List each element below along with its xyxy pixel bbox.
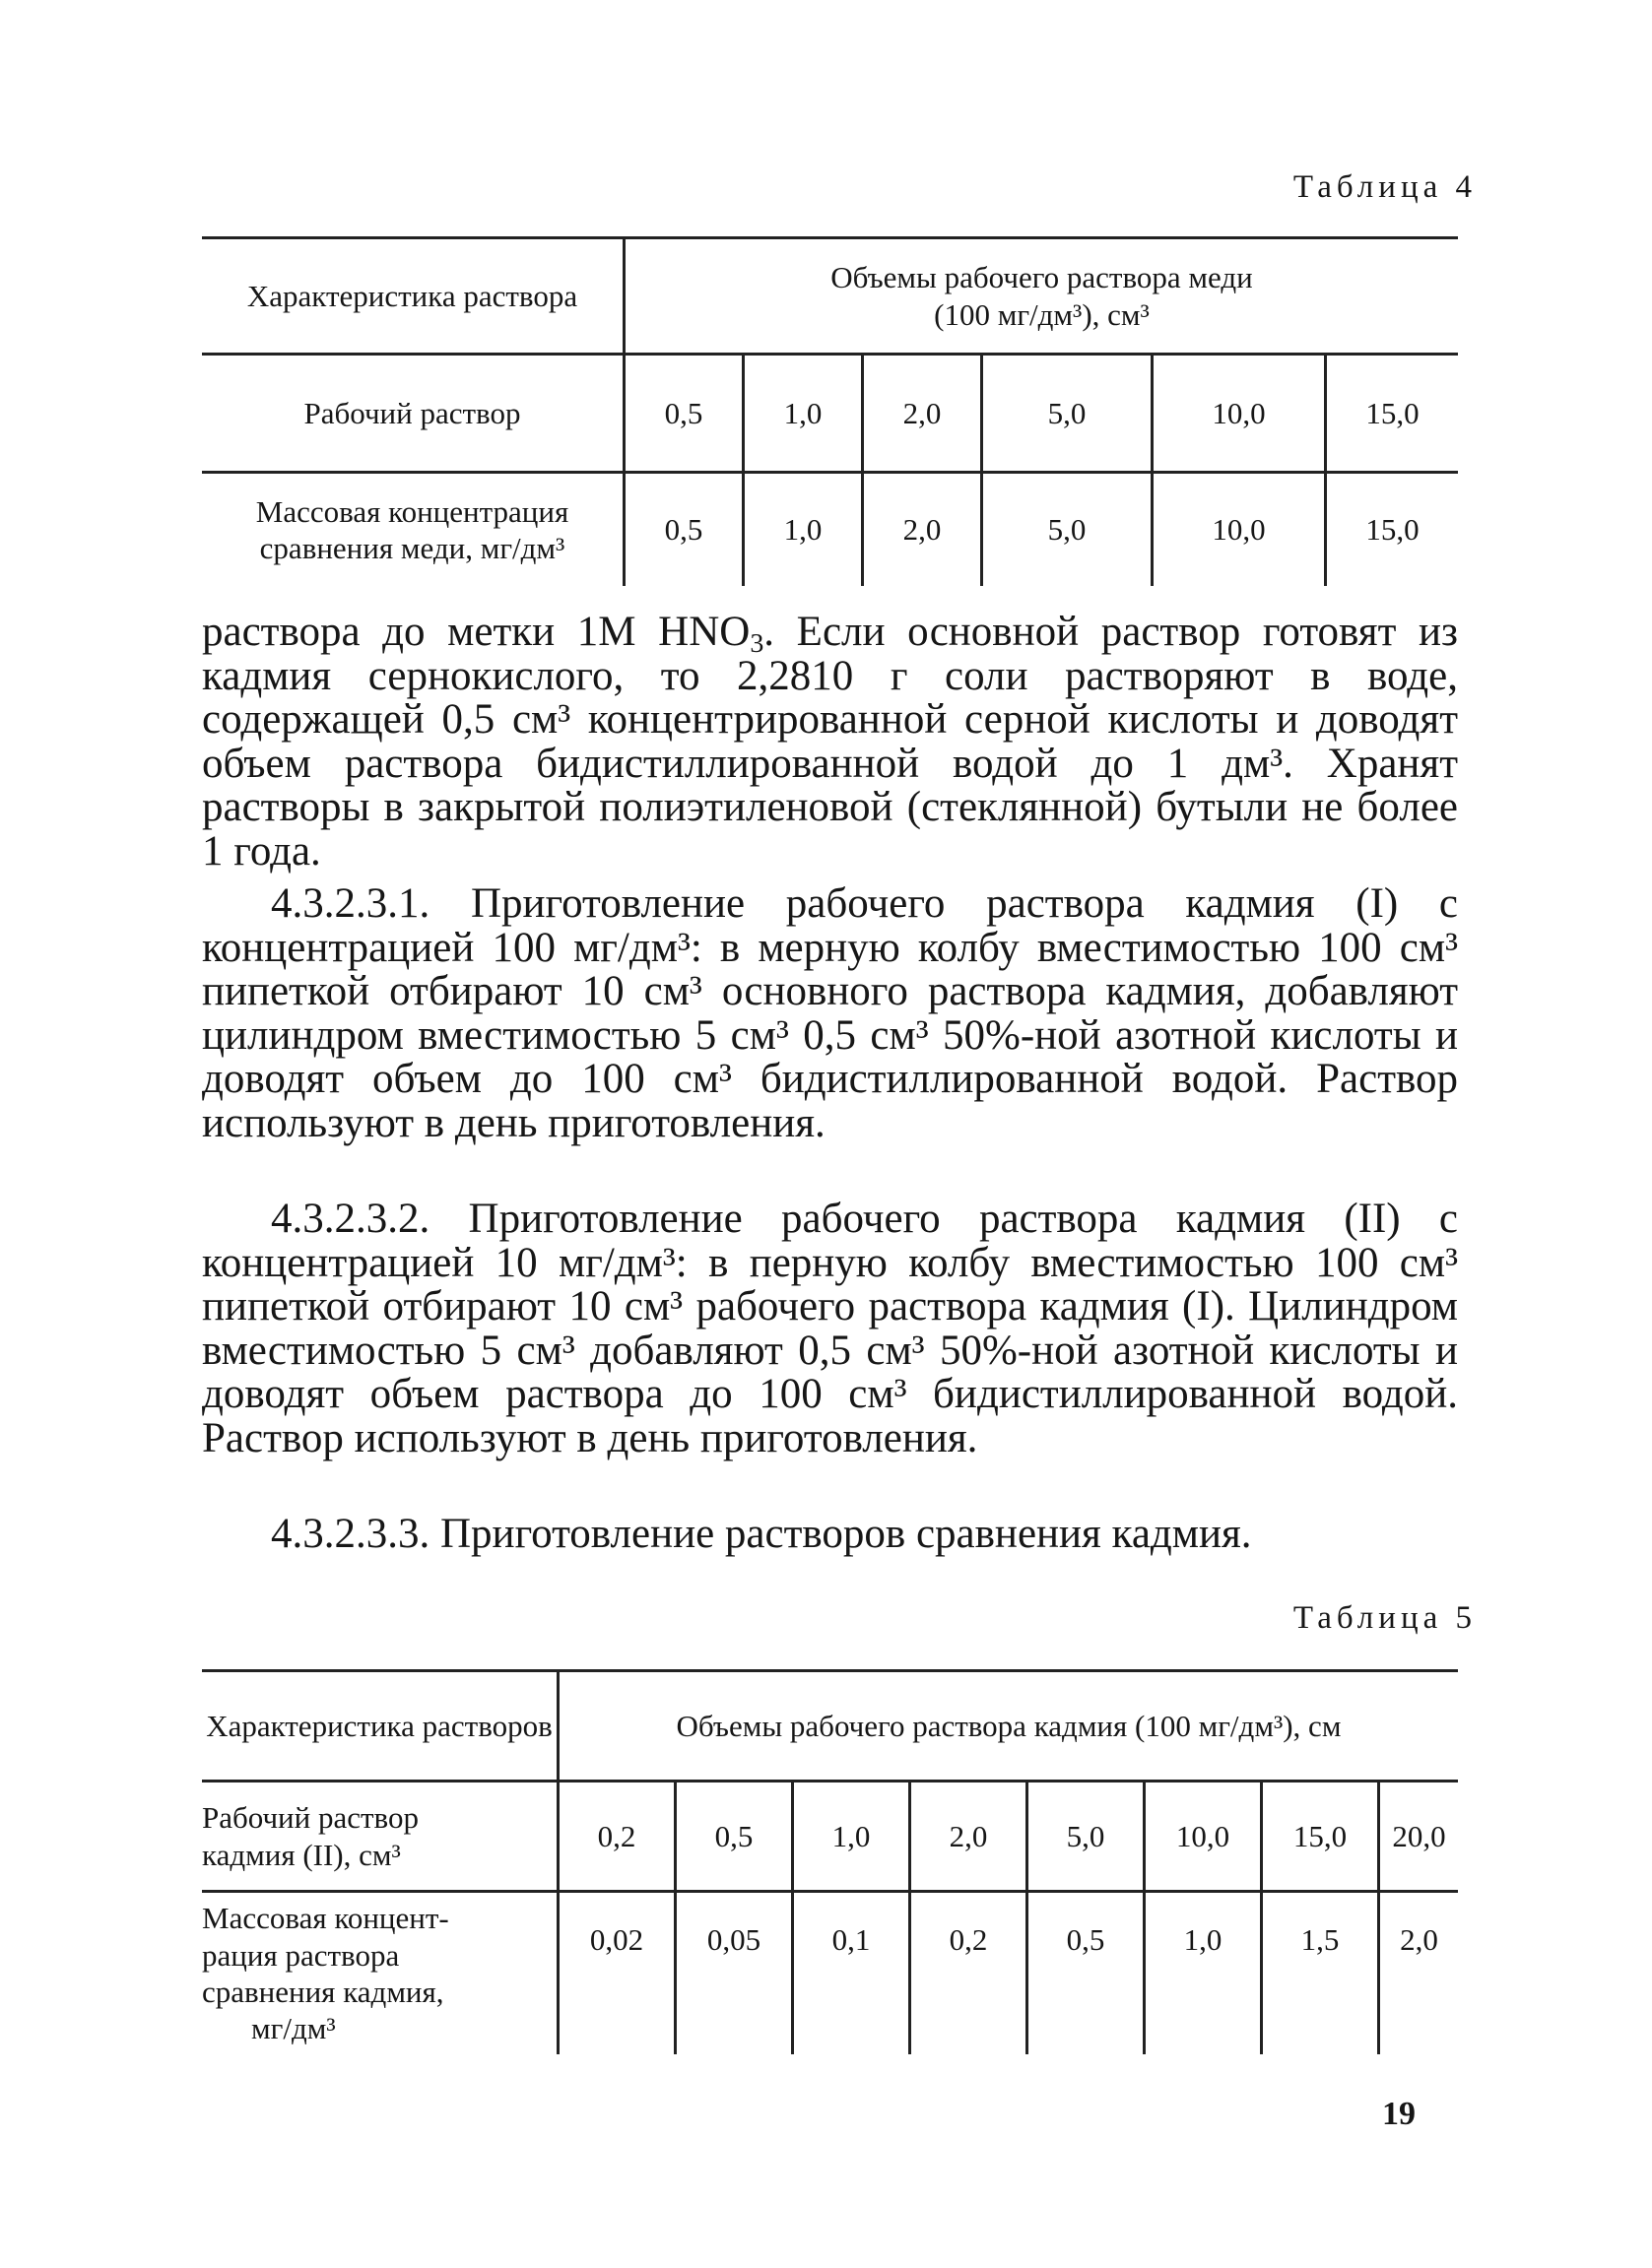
table-cell: 0,02 bbox=[559, 1892, 676, 2054]
table-row bbox=[202, 1892, 1458, 2054]
table-cell: 15,0 bbox=[1326, 355, 1459, 473]
table4-row1-label: Рабочий раствор bbox=[202, 355, 625, 473]
table-cell: 0,1 bbox=[793, 1892, 910, 2054]
table-cell: 2,0 bbox=[1379, 1892, 1459, 2054]
table-cell: 1,0 bbox=[744, 355, 863, 473]
table5-row2-label: Массовая концент- рация раствора сравнения кадмия, мг/дм³ bbox=[202, 1901, 449, 2045]
table-cell: 10,0 bbox=[1153, 473, 1326, 586]
paragraph-1: раствора до метки 1М $HNO_3$. Если основной раствор готовят из кадмия сернокислого, то 2,2810 г соли растворяют в воде, содержащей 0,5 см³ концентрированной серной кислоты и доводят объем раствора бидистиллированной водой до 1 дм³. Хранят растворы в закрытой полиэтиленовой (стеклянной) бутыли не более 1 года. bbox=[202, 609, 1458, 875]
table4-caption: Таблица 4 bbox=[1292, 169, 1477, 205]
table-cell: 1,0 bbox=[1145, 1892, 1262, 2054]
table-cell: 0,5 bbox=[676, 1782, 793, 1892]
table-cell: 0,2 bbox=[910, 1892, 1027, 2054]
table-cell: 15,0 bbox=[1262, 1782, 1379, 1892]
table-cell: 2,0 bbox=[863, 473, 982, 586]
table4 bbox=[202, 236, 1458, 586]
table4-row2-label: Массовая концентрация сравнения меди, мг/дм³ bbox=[255, 493, 569, 565]
table-row bbox=[202, 1782, 1458, 1892]
table-cell: 1,5 bbox=[1262, 1892, 1379, 2054]
paragraph-4: 4.3.2.3.3. Приготовление растворов сравнения кадмия. bbox=[271, 1511, 1252, 1557]
table-cell: 20,0 bbox=[1379, 1782, 1459, 1892]
table-cell: 15,0 bbox=[1326, 473, 1459, 586]
table-cell: 5,0 bbox=[982, 355, 1153, 473]
table-cell: 2,0 bbox=[863, 355, 982, 473]
table5 bbox=[202, 1669, 1458, 2054]
paragraph-3: 4.3.2.3.2. Приготовление рабочего раствора кадмия (II) с концентрацией 10 мг/дм³: в перную колбу вместимостью 100 см³ пипеткой отбирают 10 см³ рабочего раствора кадмия (I). Цилиндром вместимостью 5 см³ добавляют 0,5 см³ 50%-ной азотной кислоты и доводят объем раствора до 100 см³ бидистиллированной водой. Раствор используют в день приготовления. bbox=[202, 1196, 1458, 1461]
table5-row1-label: Рабочий раствор кадмия (II), см³ bbox=[202, 1782, 559, 1892]
table4-header-characteristic: Характеристика раствора bbox=[202, 238, 625, 355]
table-cell: 5,0 bbox=[1027, 1782, 1145, 1892]
table5-header-characteristic: Характеристика растворов bbox=[202, 1671, 559, 1782]
table-cell: 0,5 bbox=[625, 355, 744, 473]
table-cell: 1,0 bbox=[793, 1782, 910, 1892]
table5-header-volumes: Объемы рабочего раствора кадмия (100 мг/дм³), см bbox=[559, 1671, 1459, 1782]
table-cell: 0,5 bbox=[625, 473, 744, 586]
table-cell: 2,0 bbox=[910, 1782, 1027, 1892]
table4-header-volumes: Объемы рабочего раствора меди (100 мг/дм³), см³ bbox=[625, 238, 1459, 355]
table-cell: 10,0 bbox=[1153, 355, 1326, 473]
table-cell: 10,0 bbox=[1145, 1782, 1262, 1892]
table-row bbox=[202, 355, 1458, 473]
paragraph-2: 4.3.2.3.1. Приготовление рабочего раствора кадмия (I) с концентрацией 100 мг/дм³: в мерную колбу вместимостью 100 см³ пипеткой отбирают 10 см³ основного раствора кадмия, добавляют цилиндром вместимостью 5 см³ 0,5 см³ 50%-ной азотной кислоты и доводят объем до 100 см³ бидистиллированной водой. Раствор используют в день приготовления. bbox=[202, 880, 1458, 1146]
table-cell: 0,05 bbox=[676, 1892, 793, 2054]
table-cell: 0,5 bbox=[1027, 1892, 1145, 2054]
table-cell: 0,2 bbox=[559, 1782, 676, 1892]
table-cell: 1,0 bbox=[744, 473, 863, 586]
table-cell: 5,0 bbox=[982, 473, 1153, 586]
table-row bbox=[202, 473, 1458, 586]
table5-caption: Таблица 5 bbox=[1292, 1600, 1477, 1636]
page-number: 19 bbox=[1382, 2096, 1416, 2132]
